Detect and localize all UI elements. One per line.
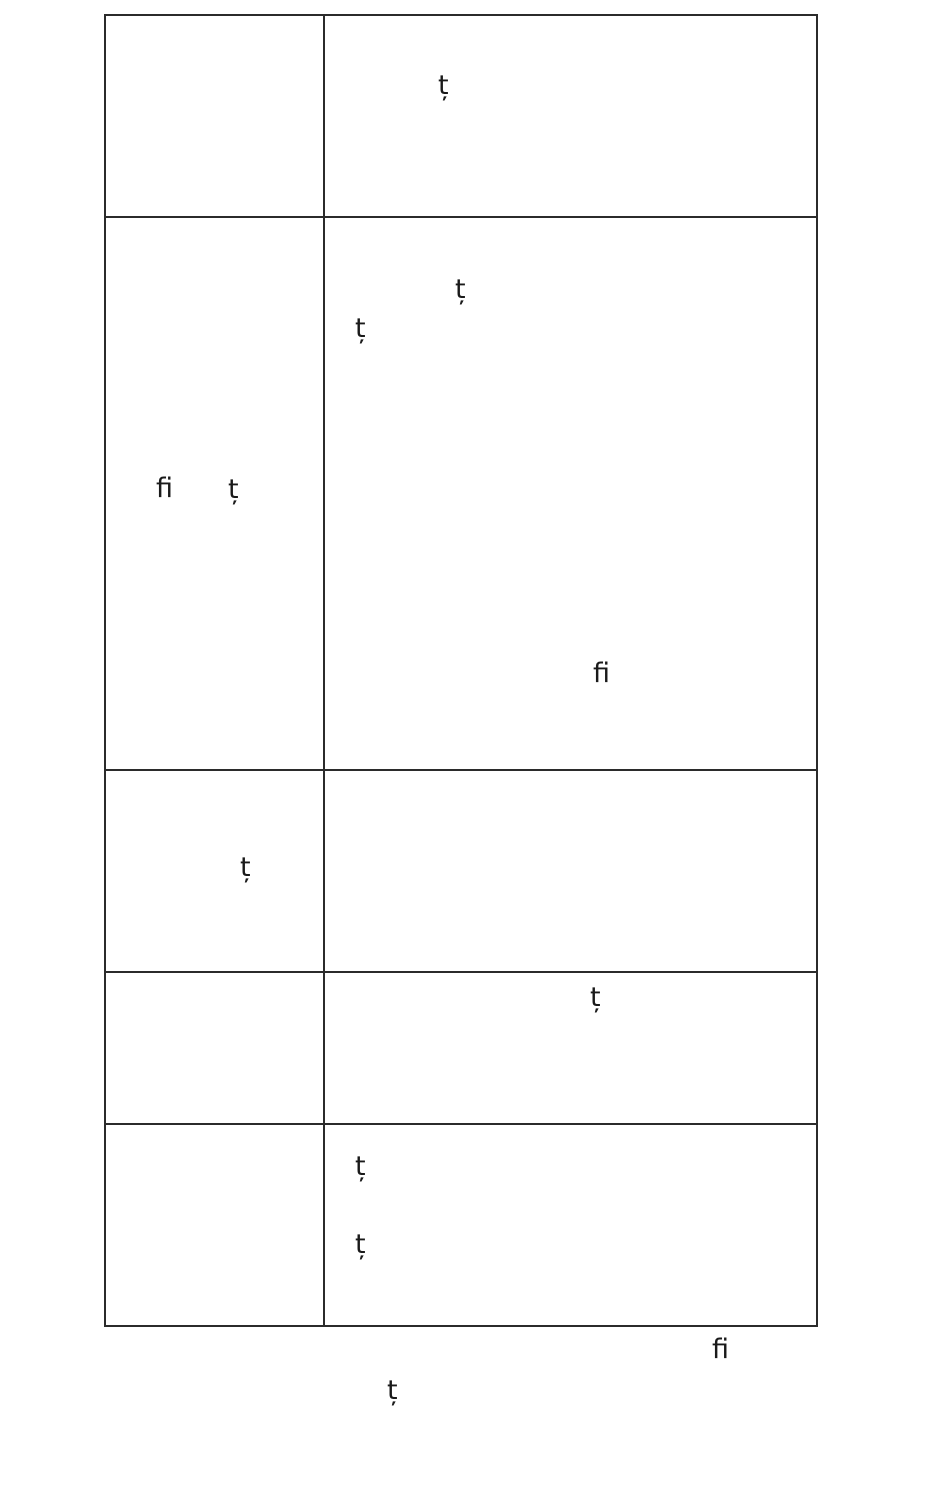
footer-glyph-2: ț <box>387 1375 398 1406</box>
row-3-label-glyph-1: ț <box>240 852 251 883</box>
row-divider-1 <box>106 216 816 218</box>
column-divider <box>323 16 325 1325</box>
footer-glyph-1: ﬁ <box>712 1334 730 1365</box>
row-divider-3 <box>106 971 816 973</box>
row-divider-4 <box>106 1123 816 1125</box>
row-2-content-glyph-3: ﬁ <box>593 658 611 689</box>
row-2-content-glyph-1: ț <box>455 274 466 305</box>
row-5-content-glyph-2: ț <box>355 1229 366 1260</box>
document-table <box>104 14 818 1327</box>
row-4-content-glyph-1: ț <box>590 982 601 1013</box>
row-2-label-glyph-2: ț <box>228 474 239 505</box>
row-1-content-glyph-1: ț <box>438 70 449 101</box>
row-2-content-glyph-2: ț <box>355 313 366 344</box>
row-2-label-glyph-1: ﬁ <box>156 473 174 504</box>
row-divider-2 <box>106 769 816 771</box>
row-5-content-glyph-1: ț <box>355 1151 366 1182</box>
